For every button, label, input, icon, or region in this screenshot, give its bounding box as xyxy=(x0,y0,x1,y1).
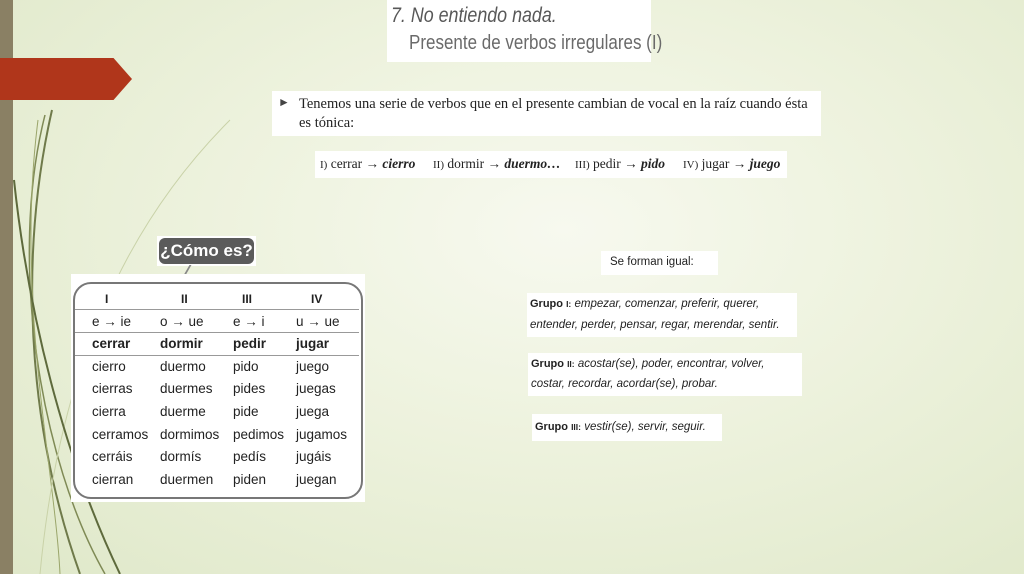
arrow-right-icon: → xyxy=(624,156,638,171)
como-es-label: ¿Cómo es? xyxy=(159,238,254,264)
grupo-2-verbs-line1: acostar(se), poder, encontrar, volver, xyxy=(577,358,765,370)
table-change-row: e → ie o → ue e → i u → ue xyxy=(92,314,340,329)
title-card xyxy=(387,0,663,62)
exercise-subtitle: Presente de verbos irregulares (I) xyxy=(409,32,663,54)
arrow-right-icon: → xyxy=(487,156,501,171)
grupo-1-verbs-line2: entender, perder, pensar, regar, merendar, sentir. xyxy=(530,319,780,331)
se-forman-label-card xyxy=(601,251,718,275)
se-forman-label: Se forman igual: xyxy=(610,256,694,268)
exercise-title: 7. No entiendo nada. xyxy=(391,4,557,27)
como-es-card xyxy=(157,236,256,266)
intro-card xyxy=(272,91,821,136)
arrow-right-icon: → xyxy=(365,156,380,171)
grupo-3-verbs: vestir(se), servir, seguir. xyxy=(584,421,706,433)
bullet-arrow-icon: ► xyxy=(278,95,290,109)
table-header: I xyxy=(105,292,109,306)
grupo-2-card: Grupo II: acostar(se), poder, encontrar, volver, costar, recordar, acordar(se), probar. xyxy=(528,353,802,396)
example-1: I) cerrar → cierro xyxy=(320,156,416,171)
intro-text: Tenemos una serie de verbos que en el presente cambian de vocal en la raíz cuando ésta es tónica: xyxy=(299,96,808,131)
grupo-1-card: Grupo I: empezar, comenzar, preferir, querer, entender, perder, pensar, regar, merendar, sentir. xyxy=(527,293,797,337)
example-3: III) pedir → pido xyxy=(575,156,666,171)
red-arrow-banner xyxy=(0,58,132,100)
table-row: cierra duerme pide juega xyxy=(92,404,330,419)
table-header: II xyxy=(181,292,188,306)
table-header-row xyxy=(71,292,361,314)
arrow-right-icon: → xyxy=(732,156,747,171)
table-row: cierras duermes pides juegas xyxy=(92,381,336,396)
divider xyxy=(75,309,359,310)
example-2: II) dormir → duermo… xyxy=(433,156,561,171)
examples-card xyxy=(315,151,787,178)
grupo-2-verbs-line2: costar, recordar, acordar(se), probar. xyxy=(531,378,718,390)
table-row: cerráis dormís pedís jugáis xyxy=(92,449,332,464)
table-header: III xyxy=(242,292,253,306)
divider xyxy=(75,355,359,356)
table-infinitive-row: cerrar dormir pedir jugar xyxy=(92,336,330,351)
table-header: IV xyxy=(311,292,323,306)
table-row: cierro duermo pido juego xyxy=(92,359,330,374)
grupo-1-verbs-line1: empezar, comenzar, preferir, querer, xyxy=(574,298,760,310)
table-row: cerramos dormimos pedimos jugamos xyxy=(92,427,348,442)
table-row: cierran duermen piden juegan xyxy=(92,472,337,487)
conjugation-table xyxy=(71,274,365,502)
grupo-3-card: Grupo III: vestir(se), servir, seguir. xyxy=(532,414,722,441)
example-4: IV) jugar → juego xyxy=(683,156,781,171)
divider xyxy=(75,332,359,333)
